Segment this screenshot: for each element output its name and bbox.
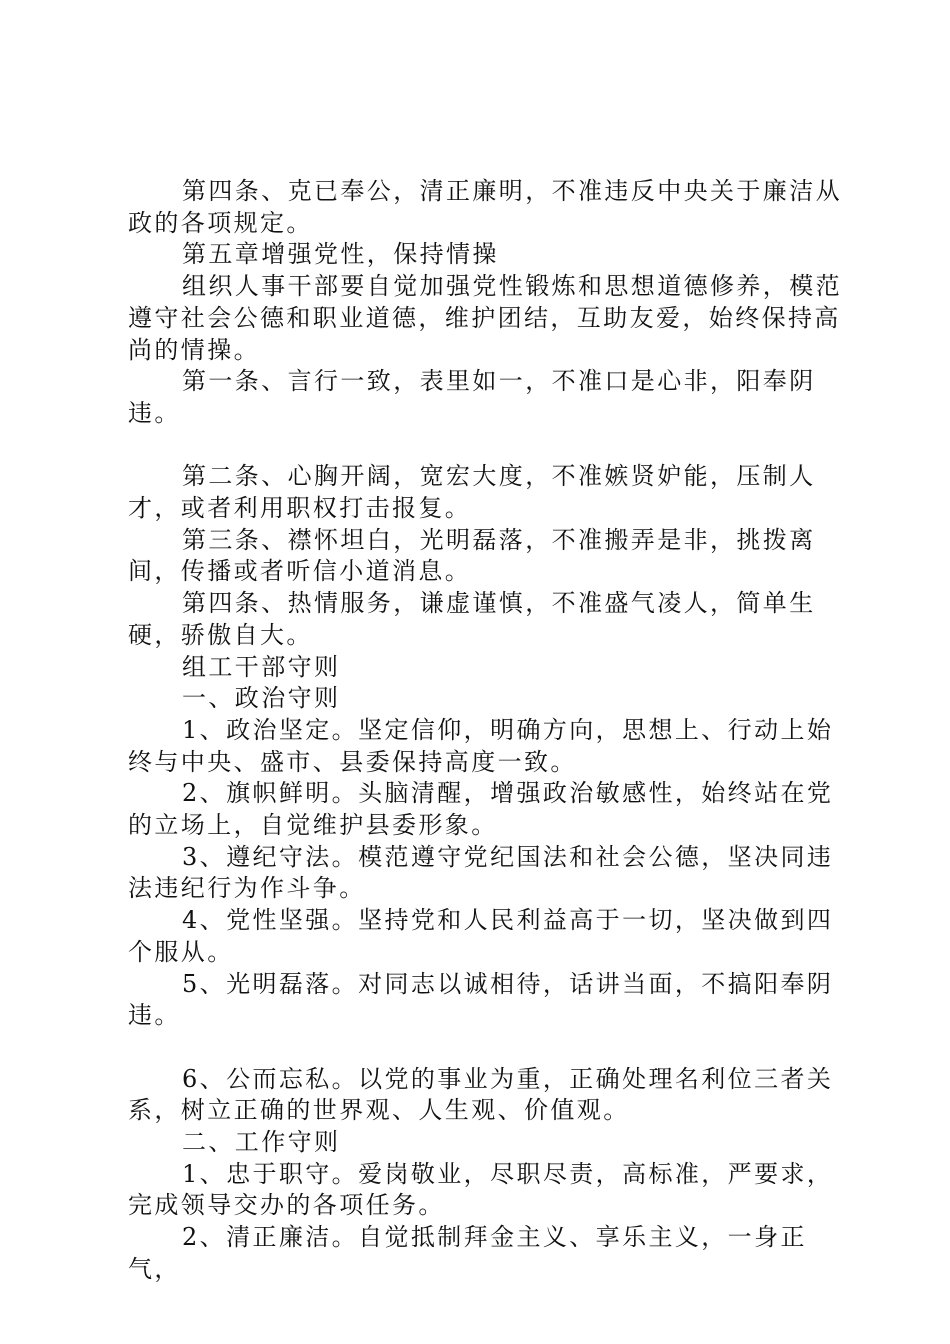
paragraph-chapter-5-intro: 组织人事干部要自觉加强党性锻炼和思想道德修养，模范遵守社会公德和职业道德，维护团结，互助友爱，始终保持高尚的情操。 [128,272,842,364]
list-item-political-5: 5、光明磊落。对同志以诚相待，话讲当面，不搞阳奉阴违。 [128,969,834,1030]
document-body [128,176,850,1286]
paragraph-article-1-consistency: 第一条、言行一致，表里如一，不准口是心非，阳奉阴违。 [128,367,816,427]
list-item-political-2: 2、旗帜鲜明。头脑清醒，增强政治敏感性，始终站在党的立场上，自觉维护县委形象。 [128,779,834,840]
list-item-political-1: 1、政治坚定。坚定信仰，明确方向，思想上、行动上始终与中央、盛市、县委保持高度一致。 [128,715,834,776]
blank-line [128,430,850,462]
list-item-political-3: 3、遵纪守法。模范遵守党纪国法和社会公德，坚决同违法违纪行为作斗争。 [128,842,834,903]
list-item-political-4: 4、党性坚强。坚持党和人民利益高于一切，坚决做到四个服从。 [128,906,834,966]
section-title-code: 组工干部守则 [182,652,341,681]
chapter-5-heading: 第五章增强党性，保持情操 [182,240,499,269]
paragraph-article-3-frankness: 第三条、襟怀坦白，光明磊落，不准搬弄是非，挑拨离间，传播或者听信小道消息。 [128,525,816,586]
paragraph-article-4-service: 第四条、热情服务，谦虚谨慎，不准盛气凌人，简单生硬，骄傲自大。 [128,589,816,649]
list-item-work-2: 2、清正廉洁。自觉抵制拜金主义、享乐主义，一身正气， [128,1223,807,1283]
blank-line [128,1032,850,1064]
subsection-political-code: 一、政治守则 [182,684,341,713]
paragraph-article-4-honesty: 第四条、克已奉公，清正廉明，不准违反中央关于廉洁从政的各项规定。 [128,177,842,237]
list-item-political-6: 6、公而忘私。以党的事业为重，正确处理名利位三者关系，树立正确的世界观、人生观、价值观。 [128,1064,834,1125]
paragraph-article-2-open-mind: 第二条、心胸开阔，宽宏大度，不准嫉贤妒能，压制人才，或者利用职权打击报复。 [128,462,816,523]
subsection-work-code: 二、工作守则 [182,1128,341,1157]
list-item-work-1: 1、忠于职守。爱岗敬业，尽职尽责，高标准，严要求，完成领导交办的各项任务。 [128,1159,834,1220]
